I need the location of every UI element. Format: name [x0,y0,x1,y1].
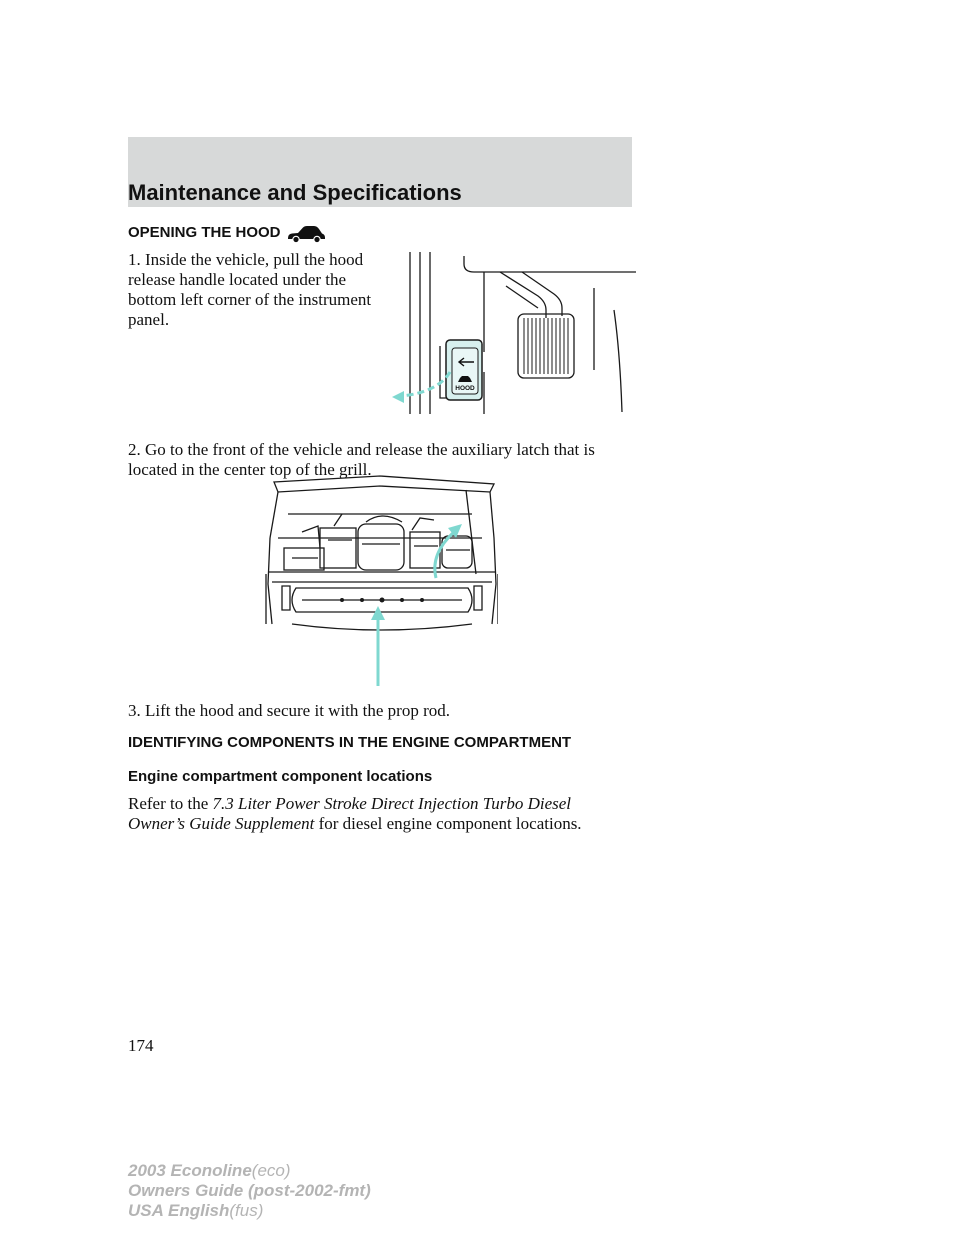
footer-doc-info [128,1161,371,1221]
car-icon [286,224,326,244]
engine-compartment-figure [262,474,498,686]
para-suffix: for diesel engine component locations. [314,814,582,833]
footer-model-code: (eco) [251,1161,291,1180]
footer-language: USA English [128,1201,230,1220]
footer-guide: Owners Guide (post-2002-fmt) [128,1181,371,1200]
step-2-text: 2. Go to the front of the vehicle and release the auxiliary latch that is located in the center top of the grill. [128,440,595,479]
hood-release-figure [388,252,636,414]
subheading-component-locations: Engine compartment component locations [128,768,433,785]
footer-language-code: (fus) [229,1201,264,1220]
step-1-text: 1. Inside the vehicle, pull the hood release handle located under the bottom left corner of the instrument panel. [128,250,372,329]
diesel-reference-paragraph [128,794,628,834]
step-3-text: 3. Lift the hood and secure it with the prop rod. [128,701,450,720]
hood-label: HOOD [455,385,475,392]
latch-arrow-icon [371,606,385,620]
supplement-title: 7.3 Liter Power Stroke Direct Injection Turbo Diesel Owner’s Guide Supplement [128,794,572,833]
section-heading-identifying-components: IDENTIFYING COMPONENTS IN THE ENGINE COMPARTMENT [128,734,572,751]
para-prefix: Refer to the [128,794,213,813]
page-number: 174 [128,1036,154,1055]
pull-arrow-icon [392,391,404,403]
footer-model: 2003 Econoline [128,1161,252,1180]
section-heading-opening-hood: OPENING THE HOOD [128,224,281,241]
page-header-title: Maintenance and Specifications [128,180,462,205]
